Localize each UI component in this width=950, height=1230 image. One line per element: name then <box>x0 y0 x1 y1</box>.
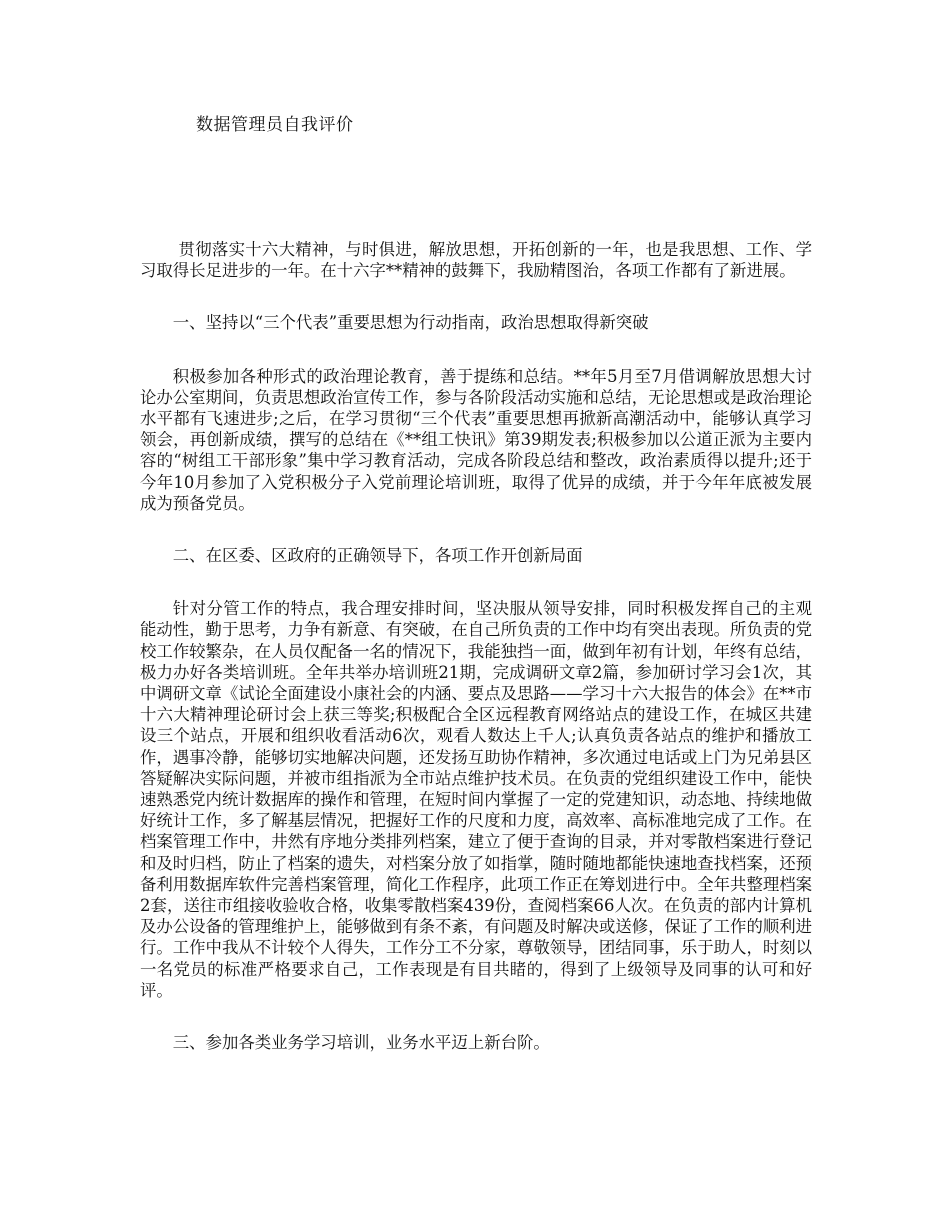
spacer <box>140 281 812 312</box>
section-3-heading: 三、参加各类业务学习培训，业务水平迈上新台阶。 <box>172 1033 550 1053</box>
spacer <box>140 514 812 545</box>
spacer <box>140 334 812 366</box>
section-1-paragraph: 积极参加各种形式的政治理论教育，善于提练和总结。**年5月至7月借调解放思想大讨论办公室期间，负责思想政治宣传工作，参与各阶段活动实施和总结，无论思想或是政治理论水平都有飞速进步;之后，在学习贯彻“三个代表”重要思想再掀新高潮活动中，能够认真学习领会，再创新成绩，撰写的总结在《**组工快讯》第39期发表;积极参加以公道正派为主要内容的“树组工干部形象”集中学习教育活动，完成各阶段总结和整改，政治素质得以提升;还于今年10月参加了入党积极分子入党前理论培训班，取得了优异的成绩，并于今年年底被发展成为预备党员。 <box>140 366 813 513</box>
spacer <box>140 566 812 598</box>
spacer <box>140 1001 812 1032</box>
section-2-paragraph: 针对分管工作的特点，我合理安排时间，坚决服从领导安排，同时积极发挥自己的主观能动性，勤于思考，力争有新意、有突破，在自己所负责的工作中均有突出表现。所负责的党校工作较繁杂，在人员仅配备一名的情况下，我能独挡一面，做到年初有计划，年终有总结，极力办好各类培训班。全年共举办培训班21期，完成调研文章2篇，参加研讨学习会1次，其中调研文章《试论全面建设小康社会的内涵、要点及思路——学习十六大报告的体会》在**市十六大精神理论研讨会上获三等奖;积极配合全区远程教育网络站点的建设工作，在城区共建设三个站点，开展和组织收看活动6次，观看人数达上千人;认真负责各站点的维护和播放工作，遇事冷静，能够切实地解决问题，还发扬互助协作精神，多次通过电话或上门为兄弟县区答疑解决实际问题，并被市组指派为全市站点维护技术员。在负责的党组织建设工作中，能快速熟悉党内统计数据库的操作和管理，在短时间内掌握了一定的党建知识，动态地、持续地做好统计工作，多了解基层情况，把握好工作的尺度和力度，高效率、高标准地完成了工作。在档案管理工作中，井然有序地分类排列档案，建立了便于查询的目录，并对零散档案进行登记和及时归档，防止了档案的遗失，对档案分放了如指掌，随时随地都能快速地查找档案，还预备利用数据库软件完善档案管理，简化工作程序，此项工作正在筹划进行中。全年共整理档案2套，送往市组接收验收合格，收集零散档案439份，查阅档案66人次。在负责的部内计算机及办公设备的管理维护上，能够做到有条不紊，有问题及时解决或送修，保证了工作的顺利进行。工作中我从不计较个人得失，工作分工不分家，尊敬领导，团结同事，乐于助人，时刻以一名党员的标准严格要求自己，工作表现是有目共睹的，得到了上级领导及同事的认可和好评。 <box>140 599 813 1000</box>
intro-paragraph: 贯彻落实十六大精神，与时俱进，解放思想，开拓创新的一年，也是我思想、工作、学习取得长足进步的一年。在十六字**精神的鼓舞下，我励精图治，各项工作都有了新进展。 <box>140 240 812 281</box>
section-2-heading: 二、在区委、区政府的正确领导下，各项工作开创新局面 <box>172 546 583 566</box>
document-body <box>140 239 812 1053</box>
document-title: 数据管理员自我评价 <box>196 115 354 135</box>
section-1-heading: 一、坚持以“三个代表”重要思想为行动指南，政治思想取得新突破 <box>172 313 649 333</box>
